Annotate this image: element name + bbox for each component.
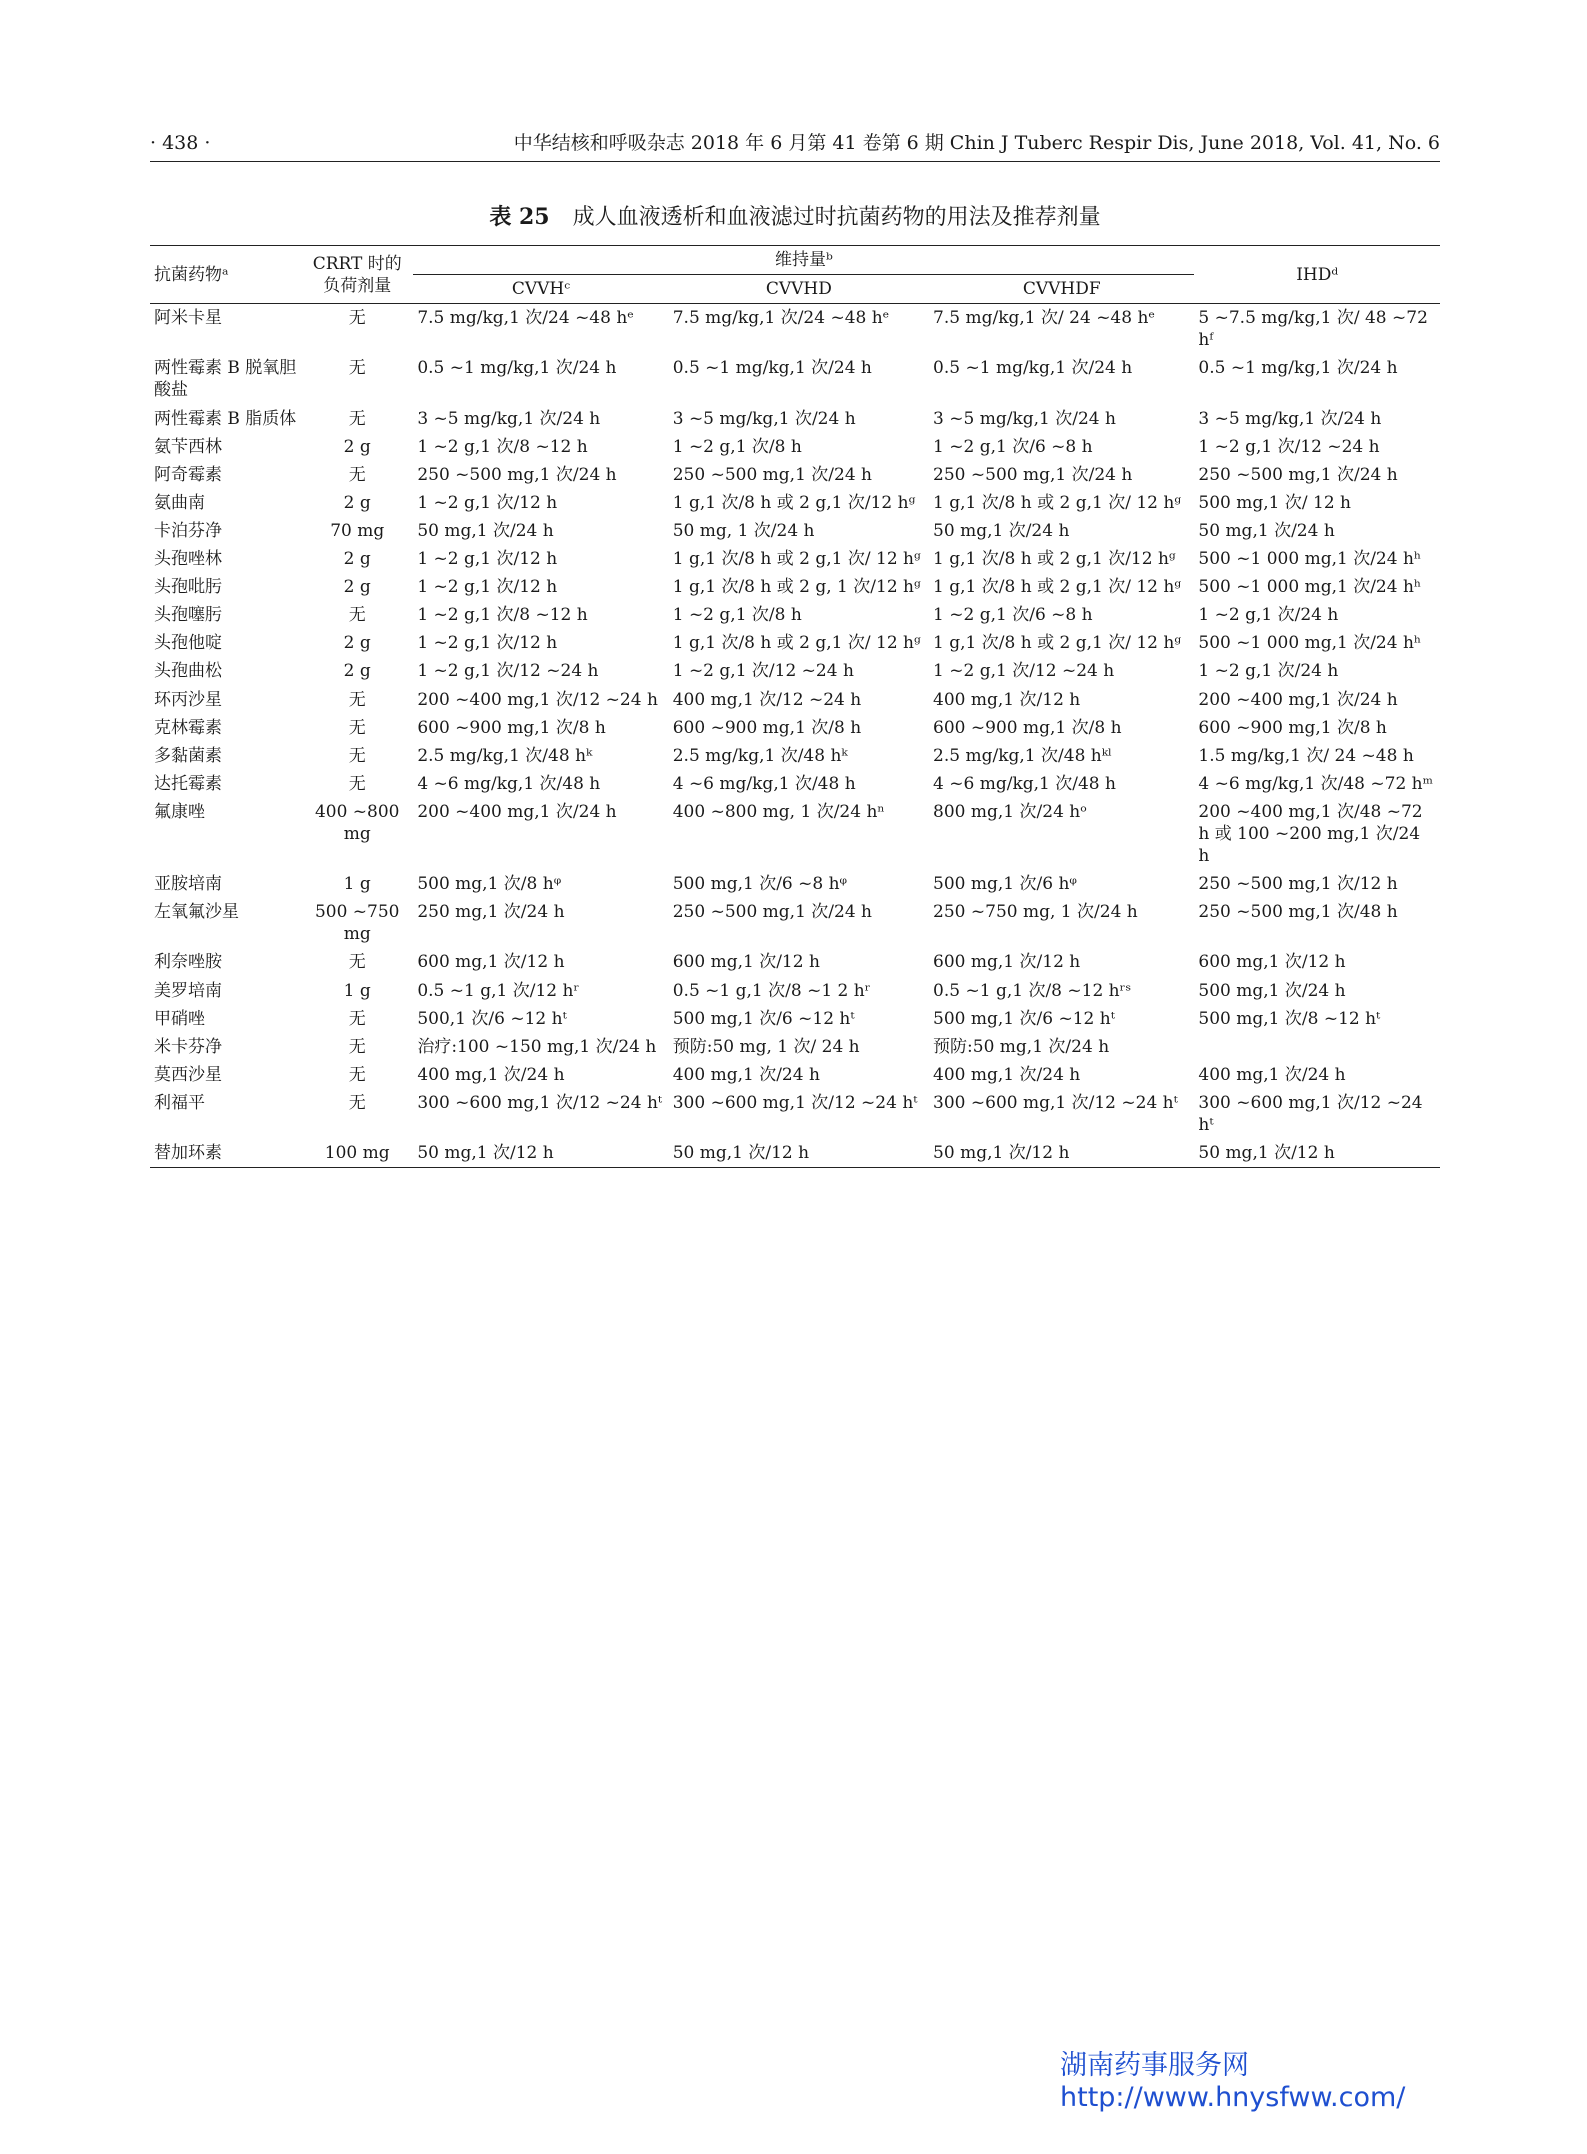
cell-ihd: 50 mg,1 次/24 h <box>1198 520 1335 541</box>
cell-drug: 利奈唑胺 <box>154 952 222 973</box>
table-head <box>150 246 1440 304</box>
cell-cvvh: 600 ~900 mg,1 次/8 h <box>417 717 606 738</box>
cell-cvvhdf: 300 ~600 mg,1 次/12 ~24 hᵗ <box>933 1092 1178 1113</box>
cell-load: 70 mg <box>330 520 385 541</box>
table-row <box>150 977 1440 1005</box>
table-row <box>150 742 1440 770</box>
header-load: CRRT 时的 负荷剂量 <box>301 246 413 304</box>
cell-load: 无 <box>348 408 366 429</box>
cell-ihd: 400 mg,1 次/24 h <box>1198 1064 1346 1085</box>
table-row <box>150 870 1440 898</box>
cell-cvvhd: 400 mg,1 次/12 ~24 h <box>672 689 862 710</box>
table-row <box>150 686 1440 714</box>
cell-drug: 氟康唑 <box>154 801 205 822</box>
cell-cvvh: 1 ~2 g,1 次/12 h <box>417 549 558 570</box>
cell-drug: 利福平 <box>154 1092 205 1113</box>
table-row <box>150 1033 1440 1061</box>
cell-ihd: 500 ~1 000 mg,1 次/24 hʰ <box>1198 549 1422 570</box>
cell-ihd: 500 ~1 000 mg,1 次/24 hʰ <box>1198 633 1422 654</box>
cell-cvvhd: 300 ~600 mg,1 次/12 ~24 hᵗ <box>672 1092 918 1113</box>
cell-cvvhdf: 0.5 ~1 mg/kg,1 次/24 h <box>933 358 1133 379</box>
cell-ihd: 3 ~5 mg/kg,1 次/24 h <box>1198 408 1382 429</box>
cell-cvvh: 0.5 ~1 mg/kg,1 次/24 h <box>417 358 617 379</box>
cell-cvvh: 1 ~2 g,1 次/12 h <box>417 577 558 598</box>
cell-cvvhdf: 1 ~2 g,1 次/6 ~8 h <box>933 605 1093 626</box>
table-row <box>150 898 1440 948</box>
table-row <box>150 1005 1440 1033</box>
cell-cvvhdf: 600 ~900 mg,1 次/8 h <box>933 717 1122 738</box>
cell-cvvh: 1 ~2 g,1 次/12 ~24 h <box>417 661 599 682</box>
header-drug: 抗菌药物ᵃ <box>150 246 301 304</box>
cell-cvvhd: 50 mg, 1 次/24 h <box>672 520 815 541</box>
journal-citation: 中华结核和呼吸杂志 2018 年 6 月第 41 卷第 6 期 Chin J Tuberc Respir Dis, June 2018, Vol. 41, No. 6 <box>513 132 1440 154</box>
cell-drug: 头孢唑林 <box>154 549 222 570</box>
cell-cvvh: 1 ~2 g,1 次/8 ~12 h <box>417 436 588 457</box>
cell-load: 400 ~800 mg <box>314 801 400 844</box>
cell-load: 2 g <box>343 492 371 513</box>
cell-load: 100 mg <box>301 1139 413 1168</box>
cell-drug: 两性霉素 B 脂质体 <box>154 408 297 429</box>
table-row <box>150 629 1440 657</box>
cell-ihd: 50 mg,1 次/12 h <box>1194 1139 1440 1168</box>
cell-ihd: 250 ~500 mg,1 次/12 h <box>1198 874 1398 895</box>
cell-cvvhdf: 500 mg,1 次/6 ~12 hᵗ <box>933 1008 1115 1029</box>
cell-cvvhd: 400 ~800 mg, 1 次/24 hⁿ <box>672 801 885 822</box>
cell-drug: 头孢他啶 <box>154 633 222 654</box>
cell-drug: 甲硝唑 <box>154 1008 205 1029</box>
cell-load: 无 <box>348 745 366 766</box>
cell-cvvhd: 0.5 ~1 mg/kg,1 次/24 h <box>672 358 872 379</box>
cell-cvvhd: 1 g,1 次/8 h 或 2 g, 1 次/12 hᵍ <box>672 577 921 598</box>
table-row <box>150 461 1440 489</box>
cell-cvvh: 0.5 ~1 g,1 次/12 hʳ <box>417 980 580 1001</box>
cell-load: 无 <box>348 1008 366 1029</box>
cell-cvvh: 50 mg,1 次/12 h <box>413 1139 668 1168</box>
cell-ihd: 250 ~500 mg,1 次/48 h <box>1198 902 1398 923</box>
table-row <box>150 798 1440 870</box>
table-caption <box>150 200 1440 231</box>
watermark-name: 湖南药事服务网 <box>1060 2050 1249 2081</box>
header-ihd: IHDᵈ <box>1194 246 1440 304</box>
cell-load: 无 <box>348 1092 366 1113</box>
cell-cvvh: 200 ~400 mg,1 次/24 h <box>417 801 617 822</box>
table-row <box>150 770 1440 798</box>
table-row <box>150 657 1440 685</box>
cell-load: 2 g <box>343 549 371 570</box>
cell-cvvhd: 500 mg,1 次/6 ~12 hᵗ <box>672 1008 855 1029</box>
cell-cvvhdf: 1 g,1 次/8 h 或 2 g,1 次/ 12 hᵍ <box>933 577 1182 598</box>
cell-drug: 两性霉素 B 脱氧胆酸盐 <box>154 358 297 401</box>
cell-ihd: 500 mg,1 次/8 ~12 hᵗ <box>1198 1008 1381 1029</box>
cell-drug: 头孢噻肟 <box>154 605 222 626</box>
cell-load: 无 <box>348 308 366 329</box>
cell-cvvhdf: 预防:50 mg,1 次/24 h <box>933 1036 1110 1057</box>
table-row <box>150 304 1440 355</box>
cell-drug: 氨苄西林 <box>154 436 222 457</box>
cell-ihd: 250 ~500 mg,1 次/24 h <box>1198 464 1398 485</box>
cell-cvvhd: 1 g,1 次/8 h 或 2 g,1 次/ 12 hᵍ <box>672 549 921 570</box>
table-row <box>150 545 1440 573</box>
table-body <box>150 304 1440 1168</box>
cell-cvvhd: 0.5 ~1 g,1 次/8 ~1 2 hʳ <box>672 980 871 1001</box>
cell-ihd: 200 ~400 mg,1 次/24 h <box>1198 689 1398 710</box>
cell-load: 1 g <box>343 874 371 895</box>
cell-drug: 阿米卡星 <box>154 308 222 329</box>
cell-cvvh: 1 ~2 g,1 次/8 ~12 h <box>417 605 588 626</box>
cell-cvvhdf: 2.5 mg/kg,1 次/48 hᵏˡ <box>933 745 1113 766</box>
cell-ihd: 500 mg,1 次/24 h <box>1198 980 1346 1001</box>
watermark <box>1060 2050 1405 2115</box>
cell-cvvhd: 1 g,1 次/8 h 或 2 g,1 次/ 12 hᵍ <box>672 633 921 654</box>
cell-ihd: 5 ~7.5 mg/kg,1 次/ 48 ~72 hᶠ <box>1198 308 1428 351</box>
cell-cvvhd: 2.5 mg/kg,1 次/48 hᵏ <box>672 745 848 766</box>
cell-cvvh: 500 mg,1 次/8 hᵠ <box>417 874 562 895</box>
cell-ihd: 4 ~6 mg/kg,1 次/48 ~72 hᵐ <box>1198 773 1434 794</box>
cell-cvvh: 1 ~2 g,1 次/12 h <box>417 492 558 513</box>
cell-cvvhd: 400 mg,1 次/24 h <box>672 1064 820 1085</box>
header-cvvhd: CVVHD <box>669 275 929 304</box>
table-title: 成人血液透析和血液滤过时抗菌药物的用法及推荐剂量 <box>572 205 1101 230</box>
table-row <box>150 1061 1440 1089</box>
header-maintenance: 维持量ᵇ <box>413 246 1194 275</box>
cell-drug: 替加环素 <box>150 1139 301 1168</box>
cell-drug: 米卡芬净 <box>154 1036 222 1057</box>
cell-load: 1 g <box>343 980 371 1001</box>
cell-cvvhd: 250 ~500 mg,1 次/24 h <box>672 902 873 923</box>
cell-drug: 卡泊芬净 <box>154 520 222 541</box>
cell-drug: 阿奇霉素 <box>154 464 222 485</box>
cell-cvvhdf: 1 g,1 次/8 h 或 2 g,1 次/12 hᵍ <box>933 549 1176 570</box>
cell-drug: 亚胺培南 <box>154 874 222 895</box>
table-row <box>150 354 1440 404</box>
dosage-table <box>150 245 1440 1168</box>
table-row <box>150 405 1440 433</box>
cell-cvvh: 3 ~5 mg/kg,1 次/24 h <box>417 408 601 429</box>
cell-ihd: 0.5 ~1 mg/kg,1 次/24 h <box>1198 358 1398 379</box>
cell-cvvhd: 1 g,1 次/8 h 或 2 g,1 次/12 hᵍ <box>672 492 916 513</box>
cell-cvvhdf: 800 mg,1 次/24 hᵒ <box>933 801 1087 822</box>
table-row <box>150 1089 1440 1139</box>
cell-drug: 克林霉素 <box>154 717 222 738</box>
cell-cvvhd: 50 mg,1 次/12 h <box>669 1139 929 1168</box>
cell-drug: 多黏菌素 <box>154 745 222 766</box>
cell-cvvhdf: 50 mg,1 次/24 h <box>933 520 1070 541</box>
cell-cvvh: 250 mg,1 次/24 h <box>417 902 565 923</box>
table-row <box>150 573 1440 601</box>
cell-load: 无 <box>348 1036 366 1057</box>
cell-load: 2 g <box>343 661 371 682</box>
cell-load: 500 ~750 mg <box>314 902 400 945</box>
header-cvvhdf: CVVHDF <box>929 275 1194 304</box>
cell-ihd: 1 ~2 g,1 次/12 ~24 h <box>1198 436 1380 457</box>
cell-ihd: 600 mg,1 次/12 h <box>1198 952 1346 973</box>
cell-load: 无 <box>348 358 366 379</box>
cell-cvvhd: 1 ~2 g,1 次/12 ~24 h <box>672 661 854 682</box>
cell-cvvhd: 500 mg,1 次/6 ~8 hᵠ <box>672 874 848 895</box>
cell-ihd <box>1194 1033 1440 1061</box>
cell-cvvhd: 预防:50 mg, 1 次/ 24 h <box>672 1036 860 1057</box>
header-cvvh: CVVHᶜ <box>413 275 668 304</box>
cell-cvvh: 1 ~2 g,1 次/12 h <box>417 633 558 654</box>
cell-cvvh: 200 ~400 mg,1 次/12 ~24 h <box>417 689 658 710</box>
cell-cvvhdf: 3 ~5 mg/kg,1 次/24 h <box>933 408 1116 429</box>
cell-cvvhd: 3 ~5 mg/kg,1 次/24 h <box>672 408 856 429</box>
cell-cvvhd: 1 ~2 g,1 次/8 h <box>672 436 802 457</box>
cell-drug: 氨曲南 <box>154 492 205 513</box>
cell-cvvhdf: 1 ~2 g,1 次/12 ~24 h <box>933 661 1115 682</box>
cell-cvvh: 2.5 mg/kg,1 次/48 hᵏ <box>417 745 593 766</box>
cell-load: 2 g <box>343 577 371 598</box>
cell-cvvhdf: 500 mg,1 次/6 hᵠ <box>933 874 1077 895</box>
cell-cvvh: 250 ~500 mg,1 次/24 h <box>417 464 617 485</box>
cell-cvvhdf: 250 ~500 mg,1 次/24 h <box>933 464 1133 485</box>
cell-cvvh: 7.5 mg/kg,1 次/24 ~48 hᵉ <box>417 308 634 329</box>
cell-load: 无 <box>348 952 366 973</box>
cell-cvvh: 400 mg,1 次/24 h <box>417 1064 565 1085</box>
table-row <box>150 714 1440 742</box>
cell-cvvhdf: 600 mg,1 次/12 h <box>933 952 1081 973</box>
cell-cvvh: 4 ~6 mg/kg,1 次/48 h <box>417 773 601 794</box>
cell-cvvhd: 250 ~500 mg,1 次/24 h <box>672 464 873 485</box>
cell-cvvh: 600 mg,1 次/12 h <box>417 952 565 973</box>
cell-cvvhdf: 1 g,1 次/8 h 或 2 g,1 次/ 12 hᵍ <box>933 633 1182 654</box>
cell-cvvh: 500,1 次/6 ~12 hᵗ <box>417 1008 567 1029</box>
cell-drug: 头孢吡肟 <box>154 577 222 598</box>
table-row <box>150 517 1440 545</box>
cell-load: 无 <box>348 605 366 626</box>
cell-drug: 左氧氟沙星 <box>154 902 239 923</box>
cell-ihd: 1.5 mg/kg,1 次/ 24 ~48 h <box>1198 745 1414 766</box>
cell-load: 2 g <box>343 633 371 654</box>
cell-cvvhdf: 0.5 ~1 g,1 次/8 ~12 hʳˢ <box>933 980 1132 1001</box>
document-page <box>150 128 1440 1168</box>
table-row <box>150 433 1440 461</box>
cell-load: 无 <box>348 464 366 485</box>
cell-cvvhdf: 7.5 mg/kg,1 次/ 24 ~48 hᵉ <box>933 308 1156 329</box>
cell-cvvh: 50 mg,1 次/24 h <box>417 520 554 541</box>
watermark-url: http://www.hnysfww.com/ <box>1060 2082 1406 2114</box>
cell-cvvhdf: 4 ~6 mg/kg,1 次/48 h <box>933 773 1116 794</box>
cell-ihd: 500 mg,1 次/ 12 h <box>1198 492 1351 513</box>
cell-cvvhd: 600 mg,1 次/12 h <box>672 952 820 973</box>
cell-cvvhdf: 1 g,1 次/8 h 或 2 g,1 次/ 12 hᵍ <box>933 492 1182 513</box>
cell-drug: 美罗培南 <box>154 980 222 1001</box>
cell-ihd: 500 ~1 000 mg,1 次/24 hʰ <box>1198 577 1422 598</box>
cell-cvvhdf: 250 ~750 mg, 1 次/24 h <box>933 902 1138 923</box>
cell-cvvh: 治疗:100 ~150 mg,1 次/24 h <box>417 1036 657 1057</box>
running-header <box>150 128 1440 162</box>
cell-ihd: 600 ~900 mg,1 次/8 h <box>1198 717 1387 738</box>
table-row <box>150 1139 1440 1168</box>
cell-load: 无 <box>348 1064 366 1085</box>
cell-cvvhdf: 50 mg,1 次/12 h <box>929 1139 1194 1168</box>
cell-cvvhdf: 400 mg,1 次/12 h <box>933 689 1081 710</box>
cell-cvvh: 300 ~600 mg,1 次/12 ~24 hᵗ <box>417 1092 663 1113</box>
cell-load: 无 <box>348 773 366 794</box>
cell-cvvhdf: 1 ~2 g,1 次/6 ~8 h <box>933 436 1093 457</box>
cell-cvvhdf: 400 mg,1 次/24 h <box>933 1064 1081 1085</box>
table-row <box>150 601 1440 629</box>
cell-ihd: 1 ~2 g,1 次/24 h <box>1198 605 1339 626</box>
cell-cvvhd: 4 ~6 mg/kg,1 次/48 h <box>672 773 856 794</box>
table-row <box>150 489 1440 517</box>
cell-load: 2 g <box>343 436 371 457</box>
table-row <box>150 948 1440 976</box>
cell-cvvhd: 600 ~900 mg,1 次/8 h <box>672 717 862 738</box>
cell-load: 无 <box>348 689 366 710</box>
cell-ihd: 200 ~400 mg,1 次/48 ~72 h 或 100 ~200 mg,1 次/24 h <box>1198 801 1423 867</box>
cell-cvvhd: 1 ~2 g,1 次/8 h <box>672 605 802 626</box>
cell-ihd: 300 ~600 mg,1 次/12 ~24 hᵗ <box>1198 1092 1423 1135</box>
cell-drug: 莫西沙星 <box>154 1064 222 1085</box>
table-number: 表 25 <box>489 204 550 230</box>
cell-ihd: 1 ~2 g,1 次/24 h <box>1198 661 1339 682</box>
cell-load: 无 <box>348 717 366 738</box>
cell-cvvhd: 7.5 mg/kg,1 次/24 ~48 hᵉ <box>672 308 890 329</box>
cell-drug: 环丙沙星 <box>154 689 222 710</box>
cell-drug: 达托霉素 <box>154 773 222 794</box>
page-number: · 438 · <box>150 132 211 154</box>
cell-drug: 头孢曲松 <box>154 661 222 682</box>
